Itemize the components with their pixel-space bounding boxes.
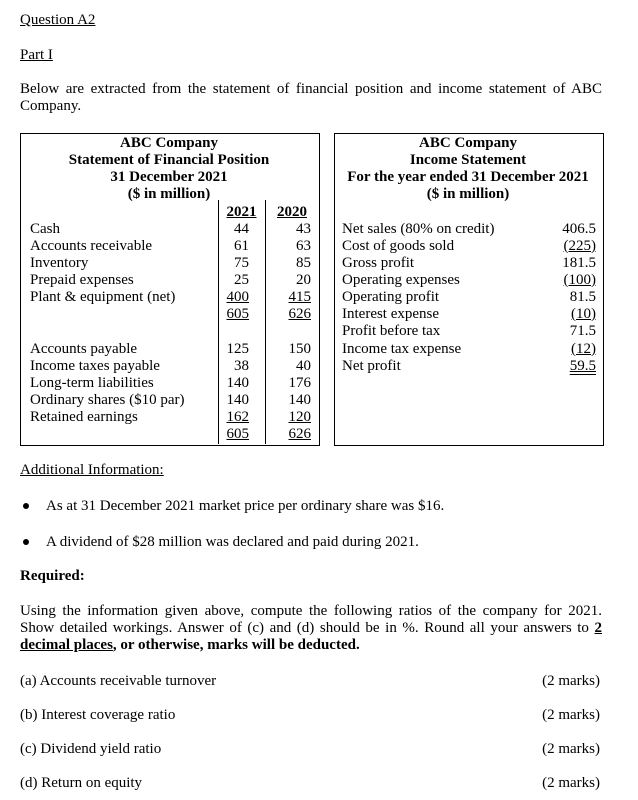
is-row-value: 59.5 (569, 358, 596, 374)
is-row-label: Operating expenses (342, 272, 460, 288)
question-title: Question A2 (20, 12, 96, 28)
sofp-value-2020: 43 (296, 221, 311, 237)
sofp-row-label: Cash (30, 221, 60, 237)
sofp-row-label: Long-term liabilities (30, 375, 154, 391)
sofp-value-2020: 120 (288, 409, 311, 425)
sofp-year-2020: 2020 (277, 204, 307, 220)
sofp-row-label: Accounts receivable (30, 238, 153, 254)
sofp-liabilities-total-2021: 605 (226, 426, 249, 442)
is-row-label: Net profit (342, 358, 401, 374)
is-row-value: (225) (563, 238, 596, 254)
is-row-value: (10) (571, 306, 596, 322)
sofp-unit: ($ in million) (127, 186, 211, 202)
is-row-value: 181.5 (562, 255, 596, 271)
sofp-row-label: Accounts payable (30, 341, 138, 357)
instructions-text: Using the information given above, compute the following ratios of the company for 2021. Show detailed workings. Answer of (c) and (d) should be in %. Round all your answers to (20, 603, 602, 636)
sofp-value-2021: 400 (226, 289, 249, 305)
question-marks: (2 marks) (542, 707, 600, 723)
sofp-value-2020: 40 (296, 358, 311, 374)
sofp-year-2021: 2021 (226, 204, 257, 220)
question-marks: (2 marks) (542, 741, 600, 757)
bullet-icon (23, 503, 29, 509)
instructions (20, 603, 602, 654)
is-row-label: Gross profit (342, 255, 415, 271)
is-row-label: Operating profit (342, 289, 440, 305)
sofp-value-2020: 150 (288, 341, 311, 357)
question-item: (b) Interest coverage ratio (20, 707, 176, 723)
bullet-text: As at 31 December 2021 market price per ordinary share was $16. (46, 498, 445, 514)
is-row-value: (100) (563, 272, 596, 288)
sofp-row-label: Prepaid expenses (30, 272, 134, 288)
is-unit: ($ in million) (426, 186, 510, 202)
question-marks: (2 marks) (542, 775, 600, 791)
sofp-value-2020: 63 (296, 238, 311, 254)
is-company: ABC Company (419, 135, 517, 151)
required-title: Required: (20, 568, 85, 584)
is-row-label: Profit before tax (342, 323, 441, 339)
sofp-company: ABC Company (120, 135, 218, 151)
sofp-row-label: Retained earnings (30, 409, 138, 425)
is-row-value: 71.5 (569, 323, 596, 339)
sofp-value-2021: 61 (234, 238, 249, 254)
question-item: (d) Return on equity (20, 775, 143, 791)
sofp-row-label: Income taxes payable (30, 358, 160, 374)
sofp-value-2020: 85 (296, 255, 311, 271)
sofp-value-2021: 38 (234, 358, 249, 374)
additional-info-title: Additional Information: (20, 462, 164, 478)
is-row-value: 406.5 (562, 221, 596, 237)
sofp-liabilities-total-2020: 626 (288, 426, 311, 442)
sofp-assets-total-2020: 626 (288, 306, 311, 322)
sofp-value-2021: 25 (234, 272, 249, 288)
question-item: (c) Dividend yield ratio (20, 741, 162, 757)
is-row-label: Income tax expense (342, 341, 462, 357)
sofp-value-2021: 140 (226, 375, 249, 391)
sofp-value-2021: 162 (226, 409, 249, 425)
sofp-row-label: Inventory (30, 255, 89, 271)
sofp-value-2020: 20 (296, 272, 311, 288)
is-row-label: Net sales (80% on credit) (342, 221, 495, 237)
sofp-row-label: Ordinary shares ($10 par) (30, 392, 185, 408)
is-row-label: Interest expense (342, 306, 440, 322)
sofp-value-2021: 125 (226, 341, 249, 357)
intro-text: Below are extracted from the statement of financial position and income statement of ABC Company. (20, 81, 602, 114)
sofp-value-2021: 75 (234, 255, 249, 271)
is-row-value: 81.5 (569, 289, 596, 305)
instructions-emphasis: 2 decimal places (20, 620, 602, 653)
bullet-icon (23, 539, 29, 545)
part-title: Part I (20, 47, 53, 63)
sofp-title: Statement of Financial Position (68, 152, 270, 168)
sofp-value-2020: 176 (288, 375, 311, 391)
bullet-text: A dividend of $28 million was declared and paid during 2021. (46, 534, 419, 550)
sofp-assets-total-2021: 605 (226, 306, 249, 322)
sofp-row-label: Plant & equipment (net) (30, 289, 176, 305)
question-item: (a) Accounts receivable turnover (20, 673, 217, 689)
sofp-value-2020: 140 (288, 392, 311, 408)
is-period: For the year ended 31 December 2021 (347, 169, 589, 185)
question-marks: (2 marks) (542, 673, 600, 689)
sofp-value-2020: 415 (288, 289, 311, 305)
sofp-value-2021: 140 (226, 392, 249, 408)
is-row-label: Cost of goods sold (342, 238, 455, 254)
sofp-date: 31 December 2021 (110, 169, 228, 185)
sofp-value-2021: 44 (234, 221, 249, 237)
is-title: Income Statement (409, 152, 527, 168)
is-row-value: (12) (571, 341, 596, 357)
instructions-warning: , or otherwise, marks will be deducted. (112, 637, 360, 653)
